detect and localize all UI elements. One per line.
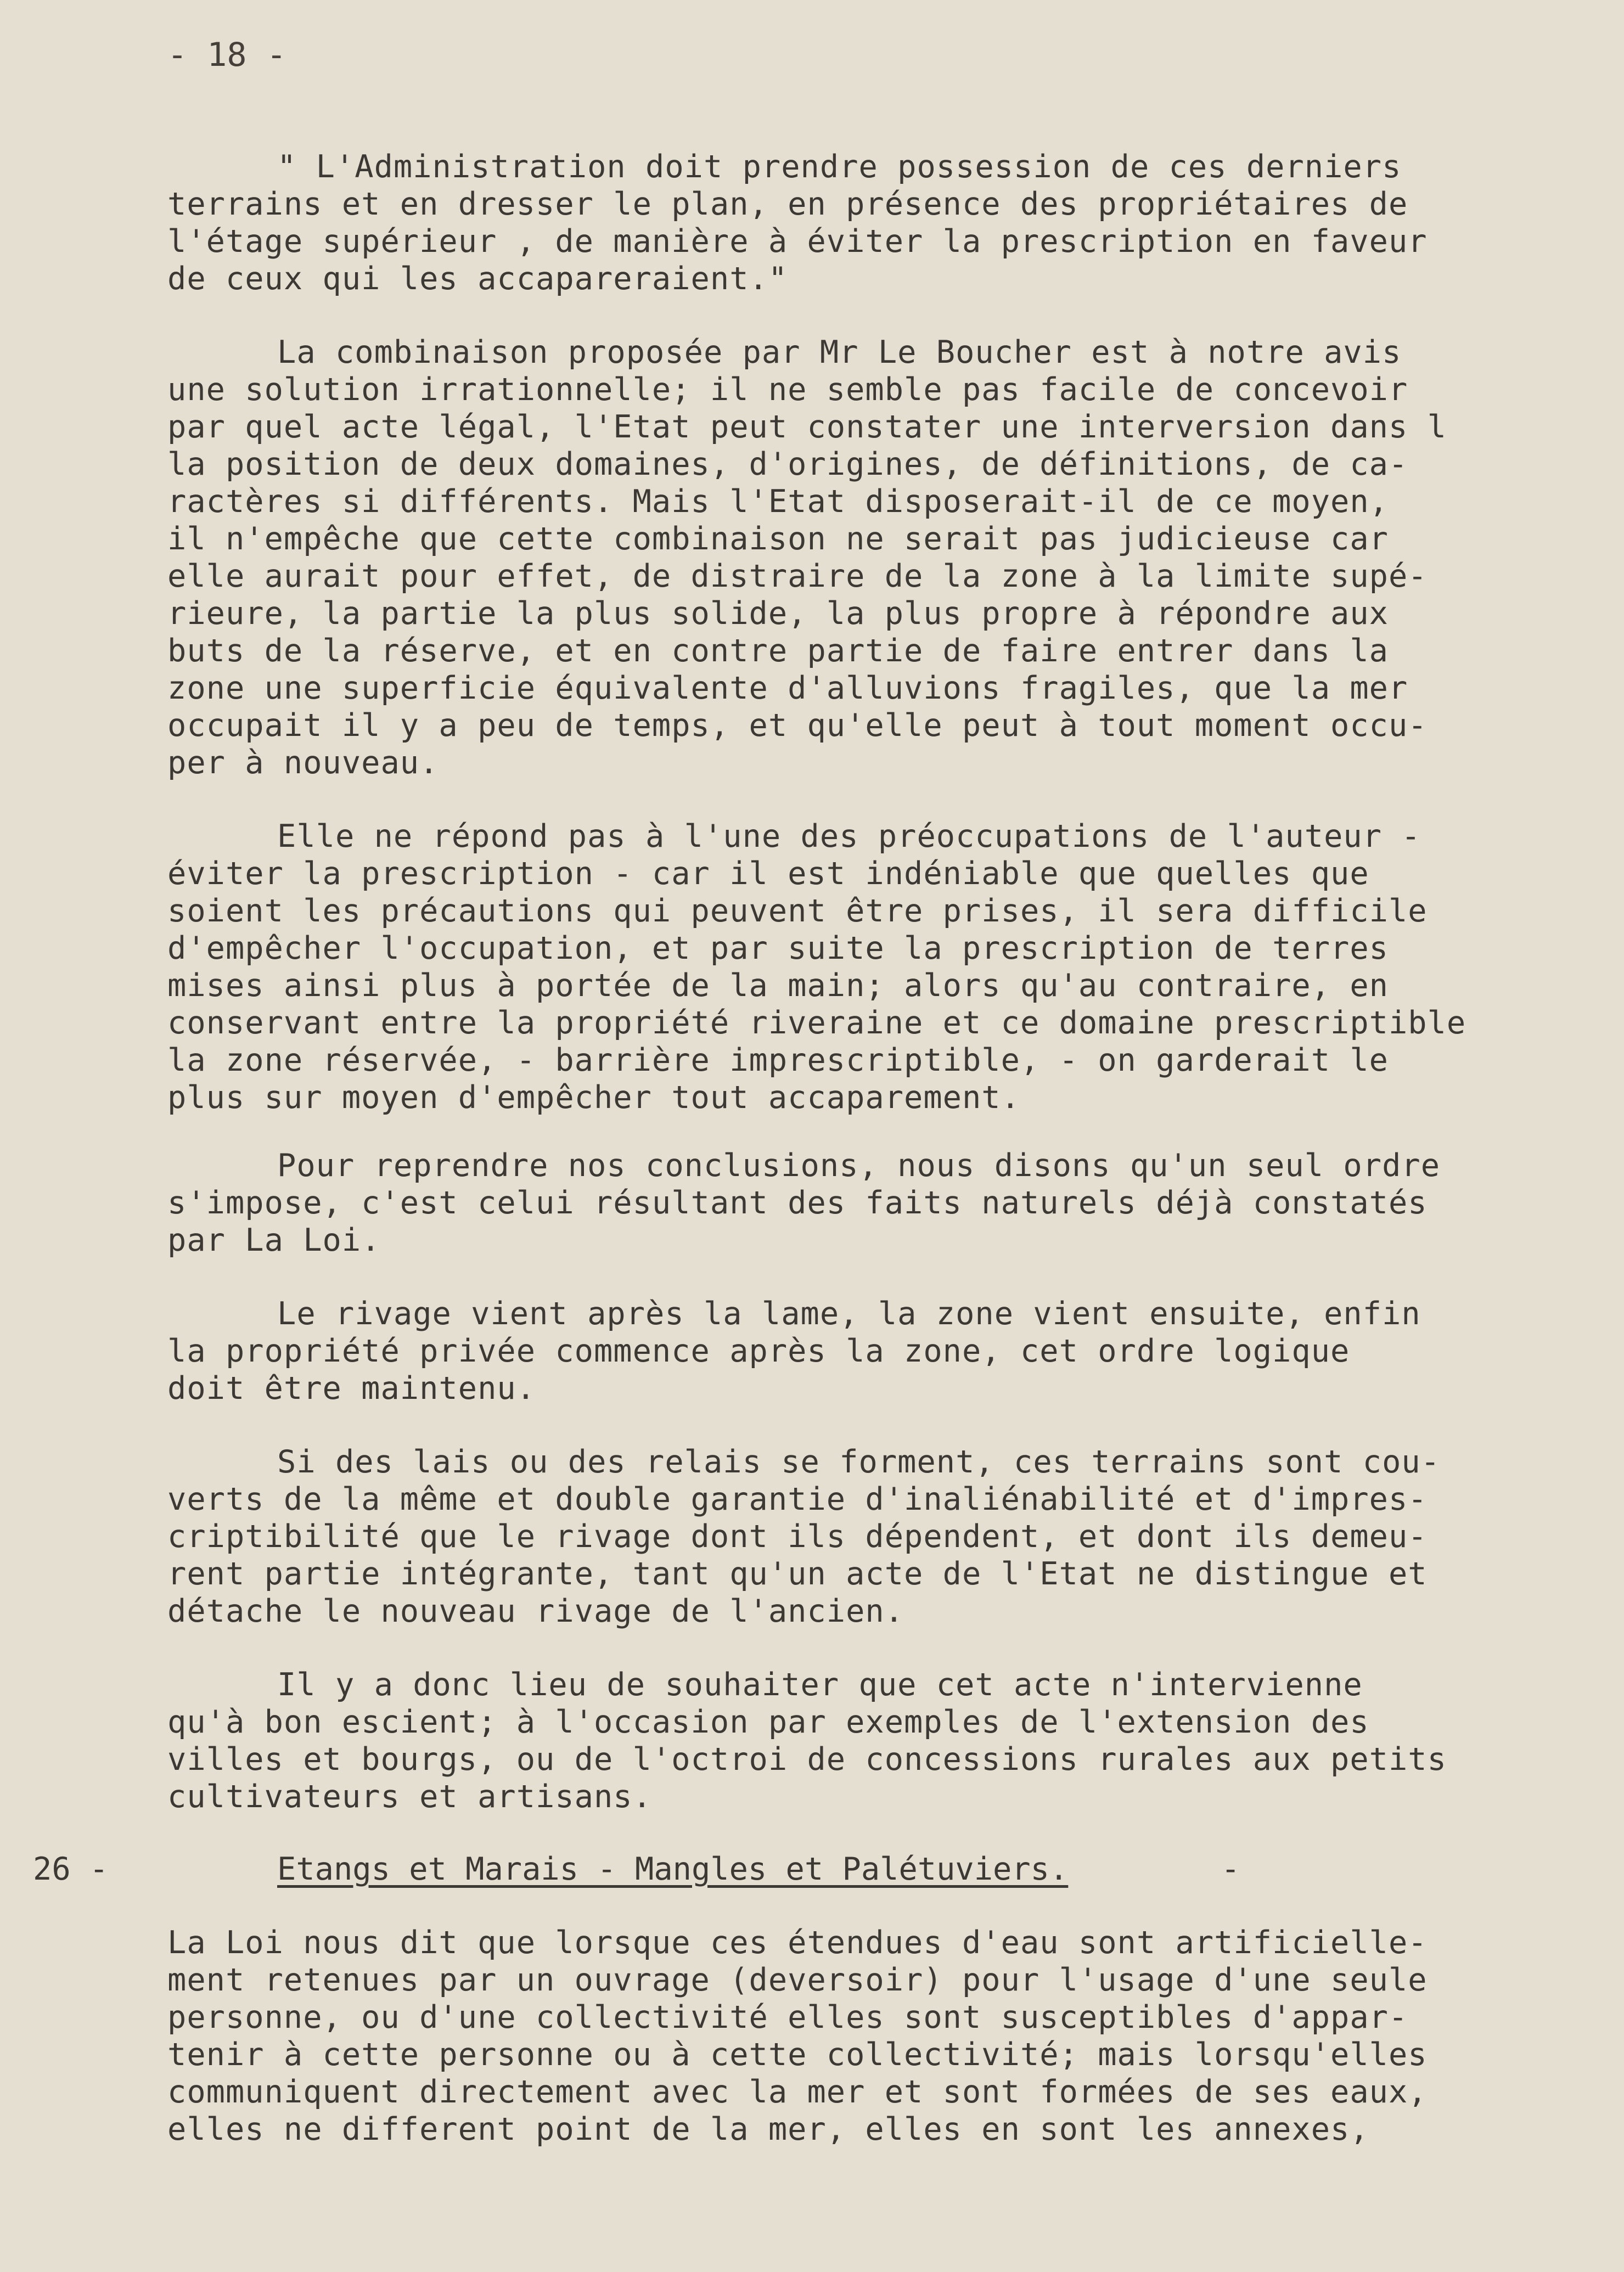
text-line: par La Loi. xyxy=(167,1222,381,1258)
text-line: Le rivage vient après la lame, la zone vient ensuite, enfin xyxy=(277,1296,1421,1332)
text-line: communiquent directement avec la mer et sont formées de ses eaux, xyxy=(167,2074,1428,2110)
text-line: mises ainsi plus à portée de la main; alors qu'au contraire, en xyxy=(167,968,1389,1004)
text-line: Pour reprendre nos conclusions, nous disons qu'un seul ordre xyxy=(277,1148,1441,1184)
text-line: " L'Administration doit prendre possession de ces derniers xyxy=(277,149,1402,185)
text-line: occupait il y a peu de temps, et qu'elle peut à tout moment occu- xyxy=(167,707,1428,744)
text-line: d'empêcher l'occupation, et par suite la prescription de terres xyxy=(167,930,1389,966)
text-line: soient les précautions qui peuvent être prises, il sera difficile xyxy=(167,893,1428,929)
text-line: qu'à bon escient; à l'occasion par exemples de l'extension des xyxy=(167,1704,1369,1740)
text-line: l'étage supérieur , de manière à éviter la prescription en faveur xyxy=(167,223,1428,260)
page-number: - 18 - xyxy=(167,36,286,74)
text-line: La Loi nous dit que lorsque ces étendues d'eau sont artificielle- xyxy=(167,1925,1428,1961)
text-line: criptibilité que le rivage dont ils dépendent, et dont ils demeu- xyxy=(167,1519,1428,1555)
section-number: 26 - xyxy=(33,1851,109,1887)
text-line: rieure, la partie la plus solide, la plus propre à répondre aux xyxy=(167,595,1389,632)
text-line: verts de la même et double garantie d'inaliénabilité et d'impres- xyxy=(167,1481,1428,1517)
text-line: ractères si différents. Mais l'Etat disposerait-il de ce moyen, xyxy=(167,483,1389,520)
text-line: conservant entre la propriété riveraine et ce domaine prescriptible xyxy=(167,1005,1466,1041)
text-line: tenir à cette personne ou à cette collectivité; mais lorsqu'elles xyxy=(167,2037,1428,2073)
text-line: la zone réservée, - barrière imprescriptible, - on garderait le xyxy=(167,1042,1389,1078)
text-line: cultivateurs et artisans. xyxy=(167,1779,652,1815)
text-line: ment retenues par un ouvrage (deversoir) pour l'usage d'une seule xyxy=(167,1962,1428,1998)
text-line: doit être maintenu. xyxy=(167,1370,536,1407)
text-line: une solution irrationnelle; il ne semble pas facile de concevoir xyxy=(167,372,1408,408)
section-title-suffix: - xyxy=(1221,1851,1240,1887)
text-line: elle aurait pour effet, de distraire de la zone à la limite supé- xyxy=(167,558,1428,594)
text-line: per à nouveau. xyxy=(167,745,439,781)
text-line: il n'empêche que cette combinaison ne serait pas judicieuse car xyxy=(167,521,1389,557)
text-line: s'impose, c'est celui résultant des faits naturels déjà constatés xyxy=(167,1185,1428,1221)
text-line: Il y a donc lieu de souhaiter que cet acte n'intervienne xyxy=(277,1667,1363,1703)
text-line: terrains et en dresser le plan, en présence des propriétaires de xyxy=(167,186,1408,222)
text-line: éviter la prescription - car il est indéniable que quelles que xyxy=(167,856,1369,892)
text-line: elles ne different point de la mer, elles en sont les annexes, xyxy=(167,2111,1369,2147)
text-line: rent partie intégrante, tant qu'un acte de l'Etat ne distingue et xyxy=(167,1556,1428,1592)
text-line: villes et bourgs, ou de l'octroi de concessions rurales aux petits xyxy=(167,1741,1447,1778)
text-line: la propriété privée commence après la zone, cet ordre logique xyxy=(167,1333,1350,1369)
text-line: de ceux qui les accapareraient." xyxy=(167,261,788,297)
text-line: zone une superficie équivalente d'alluvions fragiles, que la mer xyxy=(167,670,1408,706)
text-line: buts de la réserve, et en contre partie de faire entrer dans la xyxy=(167,633,1389,669)
text-line: Si des lais ou des relais se forment, ces terrains sont cou- xyxy=(277,1444,1441,1480)
text-line: La combinaison proposée par Mr Le Boucher est à notre avis xyxy=(277,334,1402,370)
text-line: plus sur moyen d'empêcher tout accaparement. xyxy=(167,1079,1020,1116)
text-line: la position de deux domaines, d'origines, de définitions, de ca- xyxy=(167,446,1408,482)
text-line: détache le nouveau rivage de l'ancien. xyxy=(167,1593,904,1629)
text-line: Elle ne répond pas à l'une des préoccupations de l'auteur - xyxy=(277,818,1421,854)
section-title: Etangs et Marais - Mangles et Palétuviers. xyxy=(277,1851,1069,1887)
text-line: personne, ou d'une collectivité elles sont susceptibles d'appar- xyxy=(167,1999,1408,2035)
text-line: par quel acte légal, l'Etat peut constater une interversion dans l xyxy=(167,409,1447,445)
